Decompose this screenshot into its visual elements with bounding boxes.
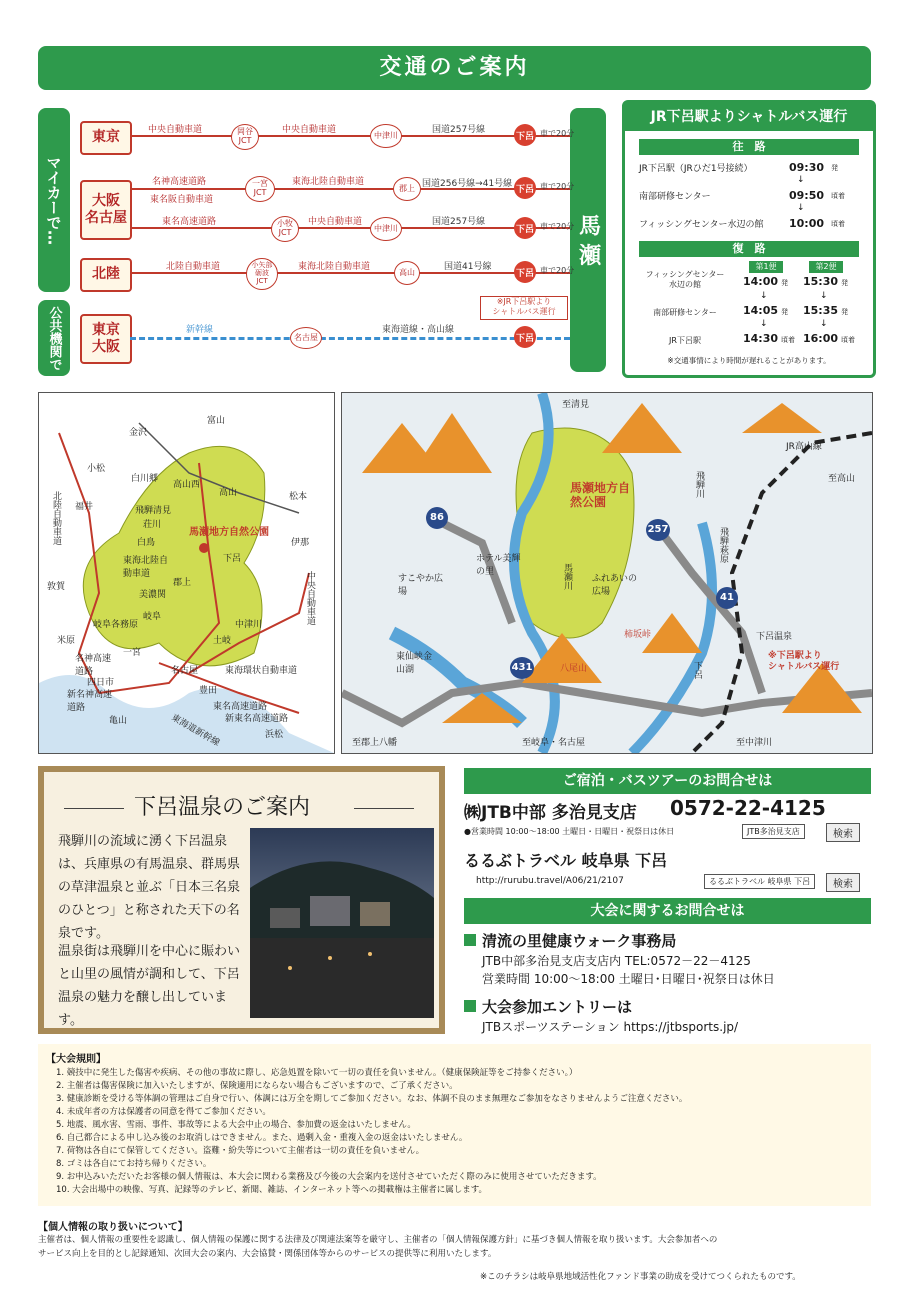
route-line-tokyo: [130, 135, 570, 137]
event-contact-header: 大会に関するお問合せは: [464, 898, 871, 924]
map-label: 至高山: [828, 474, 856, 484]
return-time: 16:00: [803, 332, 839, 345]
dest-gero: 下呂: [514, 177, 536, 199]
bullet-square: [464, 934, 476, 946]
bullet-square: [464, 1000, 476, 1012]
map-label: 豊田: [199, 686, 218, 696]
return-time: 15:35: [803, 304, 839, 317]
return-time: 14:00: [743, 275, 779, 288]
entry-line[interactable]: JTBスポーツステーション https://jtbsports.jp/: [482, 1020, 739, 1034]
park-label: 馬瀬地方自然公園: [189, 527, 269, 538]
map-label: 美濃関: [139, 590, 167, 600]
map-label: 荘川: [143, 520, 162, 530]
car-time: 車で20分: [540, 222, 575, 231]
origin-osaka-nagoya: 大阪 名古屋: [80, 180, 132, 240]
return-time: 14:05: [743, 304, 779, 317]
return-stop: フィッシングセンター 水辺の館: [645, 270, 725, 289]
route-431-badge: 431: [510, 657, 534, 679]
transport-title: 交通のご案内: [38, 46, 871, 90]
local-shuttle-note: ※下呂駅より シャトルバス運行: [768, 651, 840, 672]
org-line: 営業時間 10:00～18:00 土曜日･日曜日･祝祭日は休日: [482, 972, 775, 986]
route-line-hokuriku: [130, 272, 570, 274]
arrow-down-icon: ↓: [797, 175, 805, 185]
map-label: 東海環状自動車道: [225, 666, 298, 676]
origin-tokyo: 東京: [80, 121, 132, 155]
dest-gero: 下呂: [514, 217, 536, 239]
rule-item: 2. 主催者は傷害保険に加入いたしますが、保険適用にならない場合もございますので、ご了承ください。: [56, 1081, 458, 1091]
map-label: 名古屋: [171, 666, 199, 676]
map-label: JR高山線: [786, 442, 822, 452]
junction-node: 中津川: [370, 217, 402, 241]
entry-title: 大会参加エントリーは: [482, 998, 633, 1016]
road-label: 国道41号線: [444, 262, 492, 272]
road-label: 東海北陸自動車道: [298, 262, 371, 272]
arrow-down-icon: ↓: [820, 319, 828, 329]
divider: [354, 808, 414, 809]
map-label: 東仙峡金山湖: [396, 652, 433, 675]
jtb-search-box: JTB多治見支店: [742, 824, 805, 839]
rules-panel: [38, 1044, 871, 1206]
map-label: 至岐阜・名古屋: [522, 738, 586, 748]
jtb-phone: 0572-22-4125: [670, 796, 826, 820]
rule-item: 8. ゴミは各自にてお持ち帰りください。: [56, 1159, 212, 1169]
map-label: ホテル美輝の里: [476, 554, 521, 577]
return-suffix: 発: [781, 308, 788, 316]
rule-item: 5. 地震、風水害、雪雨、事件、事故等による大会中止の場合、参加費の返金はいたしません。: [56, 1120, 416, 1130]
road-label: 国道256号線→41号線: [422, 179, 513, 189]
shuttle-note: ※交通事情により時間が遅れることがあります。: [667, 356, 831, 365]
privacy-title: 【個人情報の取り扱いについて】: [38, 1222, 188, 1233]
gero-panel: [38, 766, 445, 1034]
map-label: 白鳥: [137, 538, 156, 548]
return-time: 15:30: [803, 275, 839, 288]
rule-item: 1. 競技中に発生した傷害や疾病、その他の事故に際し、応急処置を除いて一切の責任を負いません。（健康保険証等をご持参ください。）: [56, 1068, 578, 1078]
footer-note: ※このチラシは岐阜県地域活性化ファンド事業の助成を受けてつくられたものです。: [480, 1272, 801, 1282]
map-label: 郡上: [173, 578, 192, 588]
jtb-hours: ●営業時間 10:00～18:00 土曜日・日曜日・祝祭日は休日: [464, 827, 675, 836]
rurubu-url[interactable]: http://rurubu.travel/A06/21/2107: [476, 876, 624, 886]
map-label: 馬瀬川: [564, 564, 574, 592]
road-label: 国道257号線: [432, 125, 486, 135]
arrow-down-icon: ↓: [820, 291, 828, 301]
gero-paragraph: 温泉街は飛騨川を中心に賑わいと山里の風情が調和して、下呂温泉の魅力を醸し出しています。: [58, 944, 241, 1028]
junction-node: 高山: [394, 261, 420, 285]
map-label: 高山西: [173, 480, 201, 490]
map-label: 松本: [289, 492, 308, 502]
org-line: JTB中部多治見支店支店内 TEL:0572－22－4125: [482, 954, 751, 968]
map-label: 米原: [57, 636, 76, 646]
local-map: [341, 392, 873, 754]
junction-node: 小牧 JCT: [271, 216, 299, 242]
map-label: 柿坂峠: [624, 630, 652, 640]
rules-title: 【大会規則】: [46, 1054, 106, 1065]
route-41-badge: 41: [716, 587, 738, 609]
gero-paragraph: 飛騨川の流域に湧く下呂温泉は、兵庫県の有馬温泉、群馬県の草津温泉と並ぶ「日本三名泉のひとつ」と称された天下の名泉です。: [58, 834, 241, 941]
map-label: 飛騨清見: [135, 506, 172, 516]
privacy-text: 主催者は、個人情報の重要性を認識し、個人情報の保護に関する法律及び関連法案等を厳守し、主催者の「個人情報保護方針」に基づき個人情報を取り扱います。大会参加者への: [38, 1235, 718, 1245]
privacy-text: サービス向上を目的とし記録通知、次回大会の案内、大会協賛・関係団体等からのサービスの提供等に利用いたします。: [38, 1249, 497, 1259]
return-suffix: 頃着: [841, 336, 855, 344]
road-label: 北陸自動車道: [166, 262, 221, 272]
outbound-header: 往 路: [639, 139, 859, 155]
junction-node: 郡上: [393, 177, 421, 201]
car-time: 車で20分: [540, 129, 575, 138]
return-header: 復 路: [639, 241, 859, 257]
map-label: ふれあいの広場: [592, 574, 638, 597]
bin1-label: 第1便: [749, 261, 783, 273]
road-label: 中央自動車道: [308, 217, 363, 227]
route-257-badge: 257: [646, 519, 670, 541]
rule-item: 3. 健康診断を受ける等体調の管理はご自身で行い、体調には万全を期してご参加ください。なお、体調不良のまま無理なご参加をなさりませんようご注意ください。: [56, 1094, 688, 1104]
road-label: 中央自動車道: [282, 125, 337, 135]
map-label: 飛騨川: [696, 472, 706, 500]
return-suffix: 発: [841, 279, 848, 287]
rule-item: 7. 荷物は各自にて保管してください。盗難・紛失等について主催者は一切の責任を負いません。: [56, 1146, 425, 1156]
map-label: 東海道新幹線: [169, 712, 222, 749]
shuttle-title: JR下呂駅よりシャトルバス運行: [625, 103, 873, 131]
map-label: 金沢: [129, 428, 148, 438]
return-time: 14:30: [743, 332, 779, 345]
shuttle-note: ※JR下呂駅より シャトルバス運行: [480, 296, 568, 320]
rule-item: 4. 未成年者の方は保護者の同意を得てご参加ください。: [56, 1107, 271, 1117]
rule-item: 6. 自己都合による申し込み後のお取消しはできません。また、過剰入金・重複入金の返金はいたしません。: [56, 1133, 468, 1143]
road-label: 中央自動車道: [148, 125, 203, 135]
tour-contact-header: ご宿泊・バスツアーのお問合せは: [464, 768, 871, 794]
rurubu-name: るるぶトラベル 岐阜県 下呂: [464, 851, 668, 870]
map-label: 北陸自動車道: [53, 492, 63, 547]
junction-node: 一宮 JCT: [245, 176, 275, 202]
destination-label: 馬 瀬: [575, 214, 601, 266]
map-label: 中津川: [235, 620, 263, 630]
route-86-badge: 86: [426, 507, 448, 529]
public-label: 公共機関で: [38, 300, 70, 376]
arrow-down-icon: ↓: [760, 291, 768, 301]
origin-hokuriku: 北陸: [80, 258, 132, 292]
map-label: 中央自動車道: [307, 572, 317, 627]
arrow-down-icon: ↓: [797, 203, 805, 213]
return-suffix: 発: [841, 308, 848, 316]
shuttle-panel: JR下呂駅よりシャトルバス運行 往 路 JR下呂駅（JRひだ1号接続） 09:30 発 ↓ 南部研修センター 09:50 頃着 ↓ フィッシングセンター水辺の館 10:00 頃着 復 路 第1便 第2便 フィッシングセンター 水辺の館 14:00 発 15:30 発 ↓ ↓ 南部研修センター 14:05 発 15:35 発 ↓ ↓ JR下呂駅 14:30 頃着 16:00 頃着 ※交通事情により時間が遅れることがあります。: [622, 100, 876, 378]
map-label: すこやか広場: [398, 574, 444, 597]
map-label: 下呂温泉: [756, 632, 793, 642]
rail-label: 東海道線・高山線: [382, 325, 455, 335]
map-label: 東名高速道路: [213, 702, 268, 712]
region-map: [38, 392, 335, 754]
road-label: 東名阪自動車道: [150, 195, 214, 205]
junction-node: 岡谷 JCT: [231, 124, 259, 150]
gero-panel-inner: [44, 772, 439, 1028]
org-name: 清流の里健康ウォーク事務局: [482, 932, 677, 950]
dest-gero: 下呂: [514, 124, 536, 146]
map-label: 敦賀: [47, 582, 66, 592]
return-suffix: 発: [781, 279, 788, 287]
return-stop: JR下呂駅: [669, 336, 701, 345]
map-label: 新東名高速道路: [225, 714, 289, 724]
map-label: 岐阜各務原: [93, 620, 139, 630]
map-label: 至清見: [562, 400, 590, 410]
map-label: 伊那: [291, 538, 310, 548]
map-label: 至郡上八幡: [352, 738, 398, 748]
rail-line: [130, 337, 570, 340]
map-label: 至中津川: [736, 738, 773, 748]
map-label: 福井: [75, 502, 94, 512]
rurubu-search-box: るるぶトラベル 岐阜県 下呂: [704, 874, 815, 889]
gero-night-photo: [250, 828, 434, 1018]
map-label: 四日市: [87, 678, 115, 688]
gero-title: 下呂温泉のご案内: [134, 795, 311, 820]
map-label: 飛騨萩原: [720, 528, 730, 565]
park-label: 馬瀬地方自然公園: [570, 481, 631, 510]
map-label: 一宮: [123, 648, 142, 658]
junction-node: 中津川: [370, 124, 402, 148]
bin2-label: 第2便: [809, 261, 843, 273]
divider: [64, 808, 124, 809]
rule-item: 10. 大会出場中の映像、写真、記録等のテレビ、新聞、雑誌、インターネット等への掲載権は主催者に属します。: [56, 1185, 488, 1195]
jtb-company: ㈱JTB中部 多治見支店: [464, 803, 637, 823]
road-label: 国道257号線: [432, 217, 486, 227]
car-time: 車で20分: [540, 182, 575, 191]
station-node: 名古屋: [290, 327, 322, 349]
rurubu-search-button: 検索: [826, 873, 860, 892]
return-stop: 南部研修センター: [653, 308, 717, 317]
map-label: 東海北陸自動車道: [123, 556, 169, 579]
map-label: 八尾山: [560, 664, 588, 674]
return-suffix: 頃着: [781, 336, 795, 344]
map-label: 土岐: [213, 636, 232, 646]
car-time: 車で20分: [540, 266, 575, 275]
map-label: 富山: [207, 416, 226, 426]
map-label: 新名神高速道路: [67, 690, 113, 713]
arrow-down-icon: ↓: [760, 319, 768, 329]
map-label: 下呂: [694, 662, 704, 681]
map-label: 岐阜: [143, 612, 162, 622]
origin-tokyo-osaka: 東京 大阪: [80, 314, 132, 364]
mycar-label: マイカーで…: [38, 108, 70, 292]
junction-node: 小矢部 砺波 JCT: [246, 258, 278, 290]
rail-label: 新幹線: [186, 325, 214, 335]
road-label: 東海北陸自動車道: [292, 177, 365, 187]
map-label: 亀山: [109, 716, 128, 726]
map-label: 下呂: [223, 554, 242, 564]
road-label: 東名高速道路: [162, 217, 217, 227]
map-label: 浜松: [265, 730, 284, 740]
map-label: 白川郷: [131, 474, 159, 484]
route-line-nagoya: [130, 227, 570, 229]
map-label: 高山: [219, 488, 238, 498]
map-label: 名神高速道路: [75, 654, 112, 677]
photo-graphic: [250, 828, 434, 1018]
jtb-search-button: 検索: [826, 823, 860, 842]
road-label: 名神高速道路: [152, 177, 207, 187]
dest-gero: 下呂: [514, 326, 536, 348]
map-label: 小松: [87, 464, 106, 474]
dest-gero: 下呂: [514, 261, 536, 283]
rule-item: 9. お申込みいただいたお客様の個人情報は、本大会に関わる業務及び今後の大会案内を送付させていただく際のみに使用させていただきます。: [56, 1172, 602, 1182]
